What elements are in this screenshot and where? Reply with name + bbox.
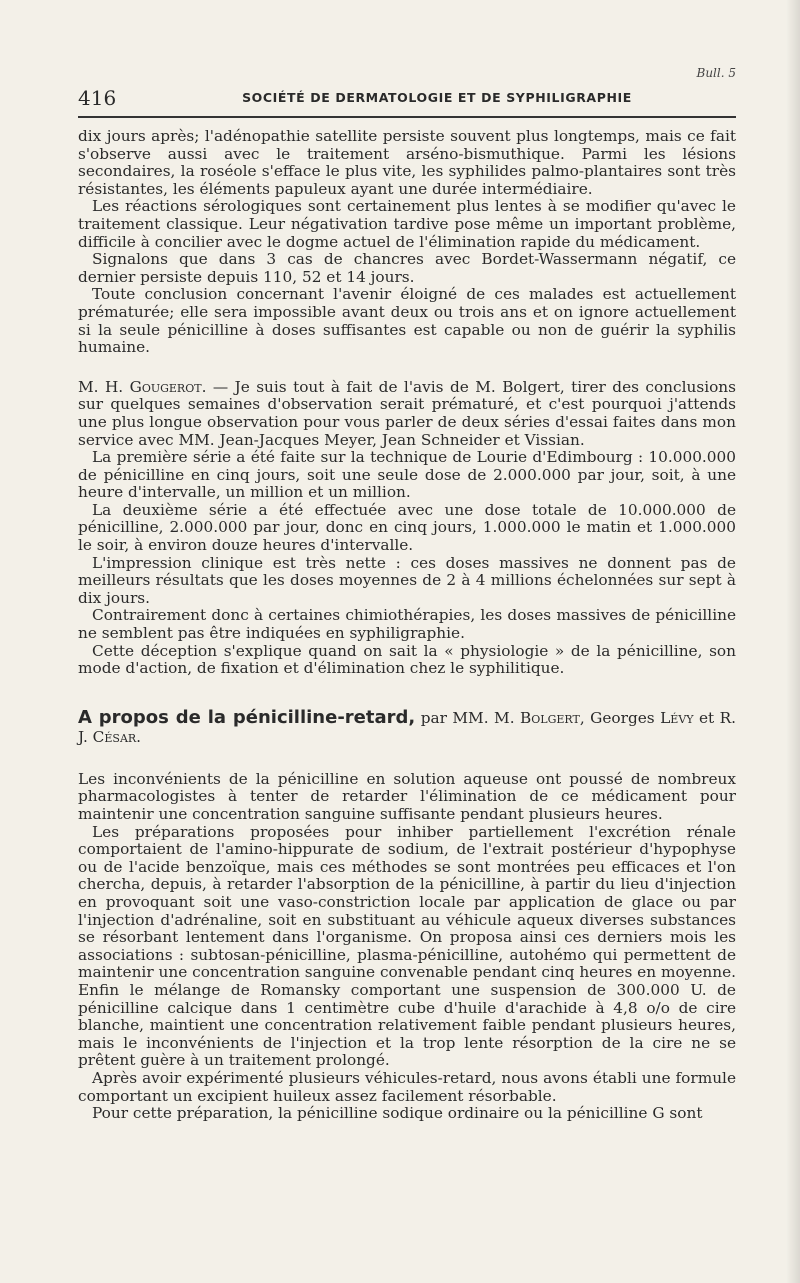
page-number: 416 bbox=[78, 86, 117, 110]
paragraph: Après avoir expérimenté plusieurs véhicules-retard, nous avons établi une formule comportant un excipient huileux assez facilement résorbable. bbox=[78, 1068, 736, 1105]
byline-text: . bbox=[136, 727, 142, 746]
bulletin-reference: Bull. 5 bbox=[696, 66, 736, 80]
paragraph: Contrairement donc à certaines chimiothérapies, les doses massives de pénicilline ne semblent pas être indiquées en syphiligraphie. bbox=[78, 606, 736, 643]
discussion-intervention bbox=[78, 379, 736, 449]
paragraph: Signalons que dans 3 cas de chancres avec Bordet-Wassermann négatif, ce dernier persiste depuis 110, 52 et 14 jours. bbox=[78, 250, 736, 286]
paragraph: Les réactions sérologiques sont certainement plus lentes à se modifier qu'avec le traitement classique. Leur négativation tardive pose même un important problème, difficile à concilier avec le dogme actuel de l'élimination rapide du médicament. bbox=[78, 197, 736, 251]
page-body bbox=[78, 128, 736, 1123]
paragraph: dix jours après; l'adénopathie satellite persiste souvent plus longtemps, mais ce fait s'observe aussi avec le traitement arséno-bismuthique. Parmi les lésions secondaires, la roséole s'efface le plus vite, les syphilides palmo-plantaires sont très résistantes, les éléments papuleux ayant une durée intermédiaire. bbox=[78, 127, 736, 198]
paragraph: Pour cette préparation, la pénicilline sodique ordinaire ou la pénicilline G sont bbox=[92, 1104, 703, 1123]
article-heading bbox=[78, 708, 736, 747]
speaker-name: Gougerot bbox=[129, 377, 202, 396]
paragraph: L'impression clinique est très nette : ces doses massives ne donnent pas de meilleurs résultats que les doses moyennes de 2 à 4 millions échelonnées sur sept à dix jours. bbox=[78, 553, 736, 607]
author-name: César bbox=[92, 727, 137, 746]
paragraph: Toute conclusion concernant l'avenir éloigné de ces malades est actuellement prématurée; elle sera impossible avant deux ou trois ans et on ignore actuellement si la seule pénicilline à doses suffisantes est capable ou non de guérir la syphilis humaine. bbox=[78, 285, 736, 357]
paragraph: Cette déception s'explique quand on sait la « physiologie » de la pénicilline, son mode d'action, de fixation et d'élimination chez le syphilitique. bbox=[78, 641, 736, 678]
article-title: A propos de la pénicilline-retard, bbox=[78, 706, 416, 728]
paragraph: La première série a été faite sur la technique de Lourie d'Edimbourg : 10.000.000 de pénicilline en cinq jours, soit une seule dose de 2.000.000 par jour, soit, à une heure d'intervalle, un million et un million. bbox=[78, 448, 736, 502]
running-head bbox=[78, 86, 736, 114]
paragraph: Les préparations proposées pour inhiber partiellement l'excrétion rénale comportaient de l'amino-hippurate de sodium, de l'extrait postérieur d'hypophyse ou de l'acide benzoïque, mais ces méthodes se sont montrées peu efficaces et l'on chercha, depuis, à retarder l'absorption de la pénicilline, à partir du lieu d'injection en provoquant soit une vaso-constriction locale par application de glace ou par l'injection d'adrénaline, soit en substituant au véhicule aqueux diverses substances se résorbant lentement dans l'organisme. On proposa ainsi ces derniers mois les associations : subtosan-pénicilline, plasma-pénicilline, autohémo qui permettent de maintenir une concentration sanguine convenable pendant cinq heures en moyenne. Enfin le mélange de Romansky comportant une suspension de 300.000 U. de pénicilline calcique dans 1 centimètre cube d'huile d'arachide à 4,8 o/o de cire blanche, maintient une concentration relativement faible pendant plusieurs heures, mais le inconvénients de l'injection et la trop lente résorption de la cire ne se prêtent guère à un traitement prolongé. bbox=[78, 822, 736, 1070]
byline-text: , Georges bbox=[579, 708, 661, 727]
byline-text: et R. J. bbox=[78, 708, 737, 746]
paragraph: La deuxième série a été effectuée avec une dose totale de 10.000.000 de pénicilline, 2.000.000 par jour, donc en cinq jours, 1.000.000 le matin et 1.000.000 le soir, à environ douze heures d'intervalle. bbox=[78, 500, 736, 555]
byline-text: par MM. M. bbox=[415, 708, 521, 727]
journal-title: SOCIÉTÉ DE DERMATOLOGIE ET DE SYPHILIGRAPHIE bbox=[242, 90, 632, 105]
speaker-prefix: M. H. bbox=[78, 377, 130, 396]
page-edge-shadow bbox=[786, 0, 800, 1283]
author-name: Bolgert bbox=[520, 708, 580, 727]
author-name: Lévy bbox=[660, 708, 694, 727]
paragraph: Les inconvénients de la pénicilline en solution aqueuse ont poussé de nombreux pharmacologistes à tenter de retarder l'élimination de ce médicament pour maintenir une concentration sanguine suffisante pendant plusieurs heures. bbox=[78, 769, 736, 823]
header-rule bbox=[78, 116, 736, 118]
intervention-text: . — Je suis tout à fait de l'avis de M. Bolgert, tirer des conclusions sur quelques semaines d'observation serait prématuré, et c'est pourquoi j'attends une plus longue observation pour vous parler de deux séries d'essai faites dans mon service avec MM. Jean-Jacques Meyer, Jean Schneider et Vissian. bbox=[78, 377, 736, 449]
